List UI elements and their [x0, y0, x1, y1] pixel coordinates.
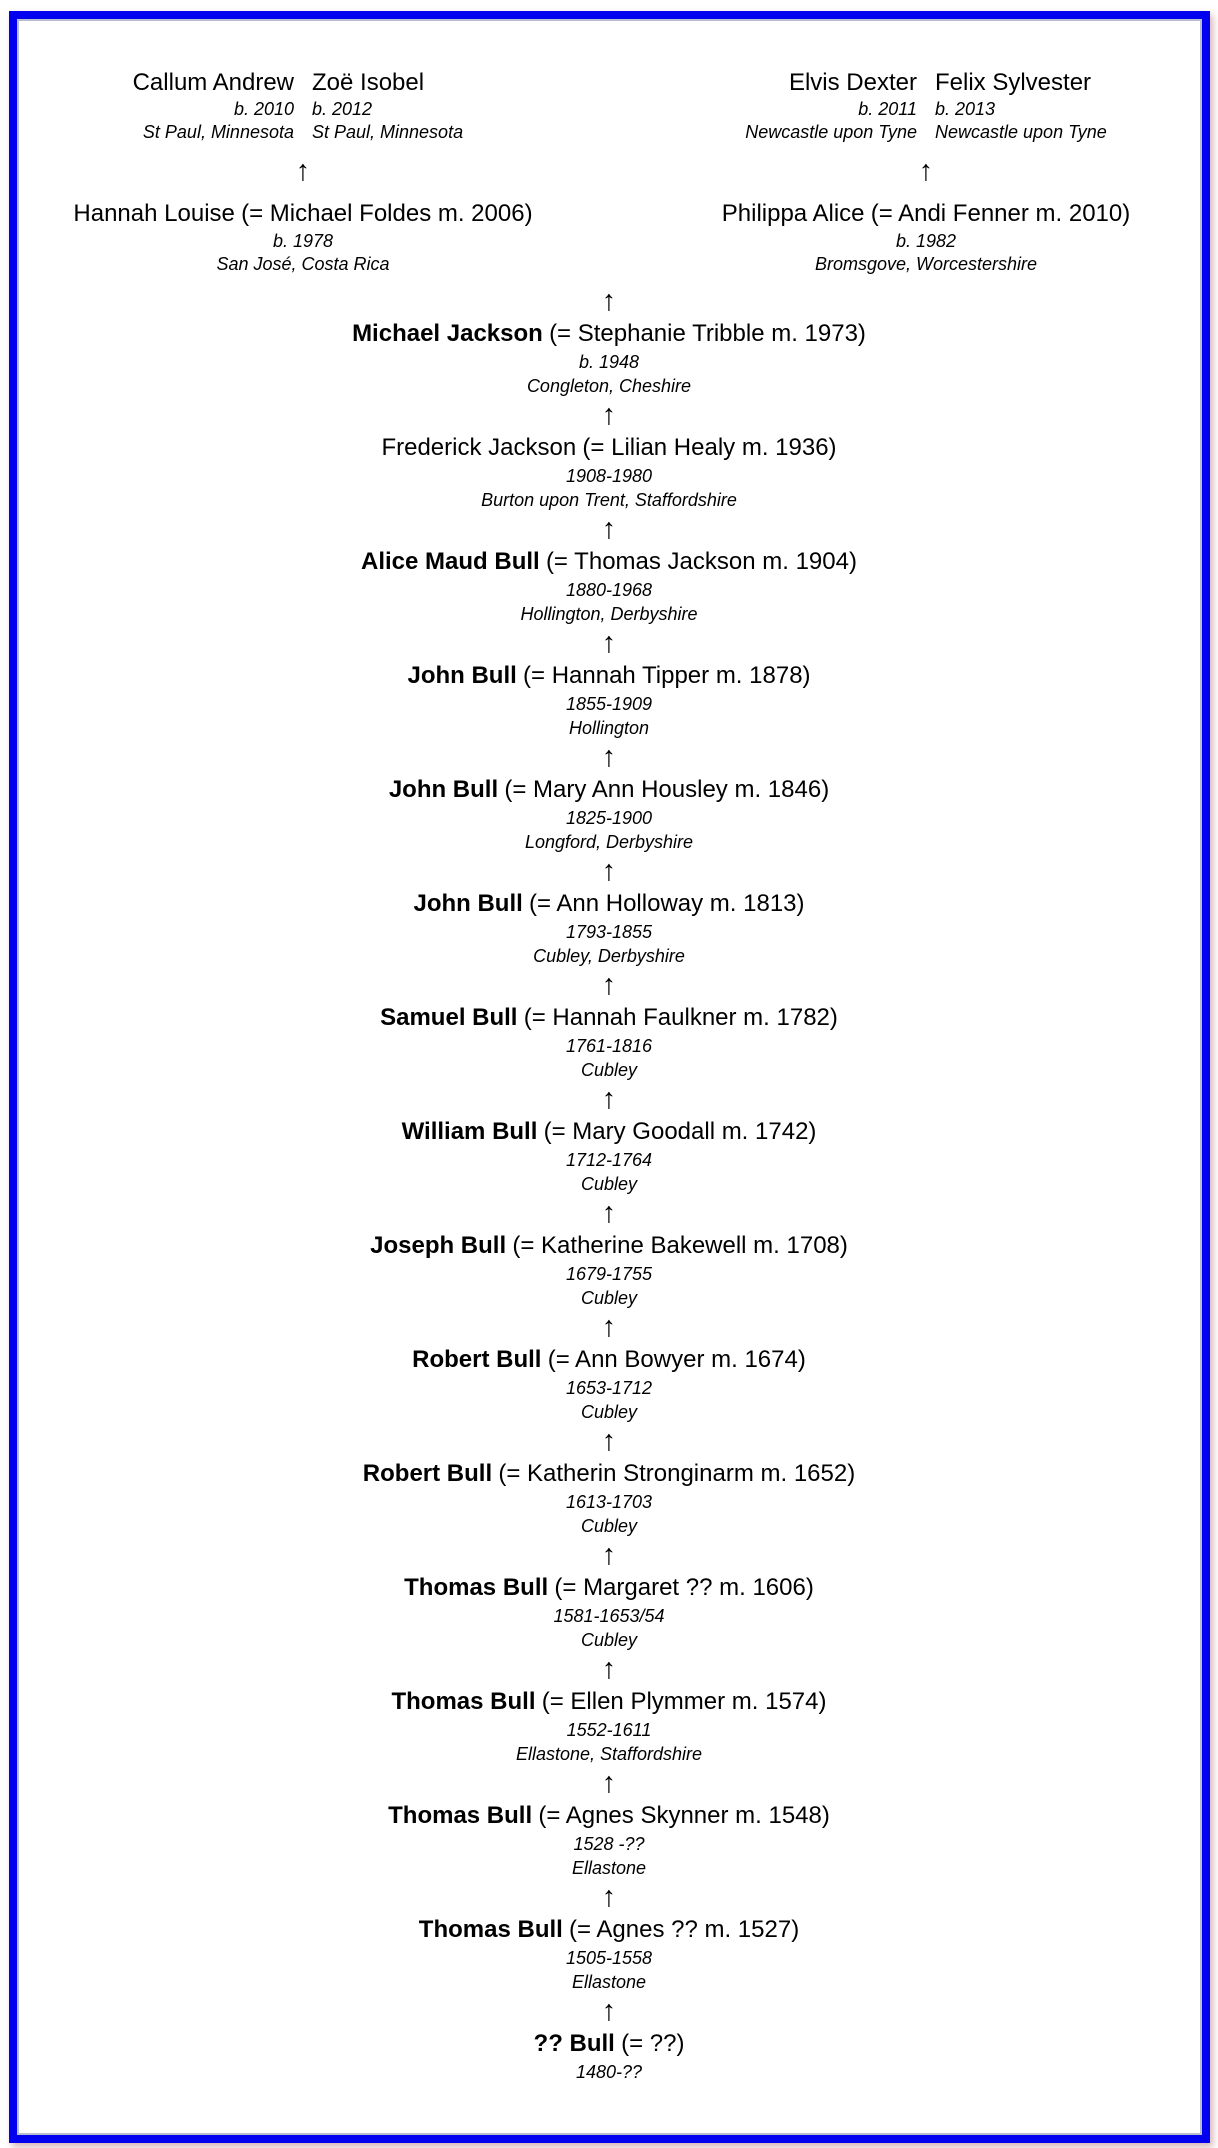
- life-dates: 1793-1855: [565, 922, 653, 942]
- spouse-info: (= Thomas Jackson m. 1904): [545, 548, 857, 575]
- birth-place: Cubley: [580, 1402, 638, 1422]
- spouse-info: (= Margaret ?? m. 1606): [554, 1574, 814, 1601]
- child-place: St Paul, Minnesota: [142, 122, 294, 142]
- arrow-up-icon: ↑: [601, 1881, 617, 1913]
- spouse-info: (= Hannah Tipper m. 1878): [523, 662, 811, 689]
- birth-place: Cubley: [580, 1288, 638, 1308]
- life-dates: 1761-1816: [565, 1036, 653, 1056]
- arrow-up-icon: ↑: [601, 741, 617, 773]
- arrow-up-icon: ↑: [601, 399, 617, 431]
- birth-place: Bromsgove, Worcestershire: [814, 254, 1038, 274]
- birth-place: San José, Costa Rica: [216, 254, 390, 274]
- generation-block: [0, 854, 1218, 968]
- birth-place: Cubley: [580, 1060, 638, 1080]
- birth-place: Longford, Derbyshire: [524, 832, 694, 852]
- life-dates: 1480-??: [575, 2062, 643, 2082]
- generation-block: [0, 1652, 1218, 1766]
- person-name: William Bull: [401, 1118, 538, 1145]
- generation-block: [0, 1082, 1218, 1196]
- spouse-info: (= Katherine Bakewell m. 1708): [512, 1232, 848, 1259]
- birth-place: Hollington: [568, 718, 650, 738]
- life-dates: 1581-1653/54: [553, 1606, 665, 1626]
- life-dates: 1679-1755: [565, 1264, 653, 1284]
- person-name-line: [0, 774, 1218, 806]
- life-dates: b. 1982: [895, 231, 957, 251]
- person-name: Samuel Bull: [380, 1004, 518, 1031]
- children-names-row: [646, 68, 1206, 98]
- generation-block: [0, 512, 1218, 626]
- generation-block: [0, 284, 1218, 398]
- person-name: Joseph Bull: [370, 1232, 507, 1259]
- birth-place: Cubley: [580, 1174, 638, 1194]
- generation-block: [0, 1310, 1218, 1424]
- person-name-line: [0, 1116, 1218, 1148]
- spouse-info: (= Agnes Skynner m. 1548): [538, 1802, 830, 1829]
- person-name-line: [0, 432, 1218, 464]
- person-name-line: [0, 1800, 1218, 1832]
- child-birth: b. 2013: [935, 99, 996, 119]
- person-name: Michael Jackson: [352, 320, 543, 347]
- person-name: Alice Maud Bull: [361, 548, 540, 575]
- child-birth: b. 2010: [233, 99, 294, 119]
- spouse-info: (= Stephanie Tribble m. 1973): [549, 320, 866, 347]
- child-name: Felix Sylvester: [935, 69, 1092, 96]
- person-name: Robert Bull: [362, 1460, 493, 1487]
- person-name-line: [0, 1230, 1218, 1262]
- arrow-up-icon: ↑: [601, 1083, 617, 1115]
- life-dates: 1855-1909: [565, 694, 653, 714]
- life-dates: 1505-1558: [565, 1948, 653, 1968]
- person-name: Robert Bull: [412, 1346, 542, 1373]
- arrow-up-icon: ↑: [601, 1425, 617, 1457]
- child-name: Callum Andrew: [132, 69, 294, 96]
- life-dates: 1613-1703: [565, 1492, 653, 1512]
- children-place-row: [23, 121, 583, 144]
- arrow-up-icon: ↑: [601, 1311, 617, 1343]
- birth-place: Hollington, Derbyshire: [520, 604, 698, 624]
- life-dates: b. 1948: [578, 352, 640, 372]
- birth-place: Ellastone, Staffordshire: [515, 1744, 703, 1764]
- person-name: John Bull: [413, 890, 523, 917]
- life-dates: 1653-1712: [565, 1378, 653, 1398]
- birth-place: Ellastone: [571, 1858, 647, 1878]
- children-names-row: [23, 68, 583, 98]
- spouse-info: (= Mary Goodall m. 1742): [543, 1118, 817, 1145]
- child-birth: b. 2011: [858, 99, 917, 119]
- life-dates: 1825-1900: [565, 808, 653, 828]
- arrow-up-icon: ↑: [601, 1767, 617, 1799]
- generation-block: [0, 1994, 1218, 2084]
- birth-place: Cubley, Derbyshire: [533, 946, 685, 966]
- lineage-column: [0, 284, 1218, 2084]
- spouse-info: (= Ann Holloway m. 1813): [529, 890, 805, 917]
- generation-block: [0, 1196, 1218, 1310]
- children-place-row: [646, 121, 1206, 144]
- spouse-info: (= Katherin Stronginarm m. 1652): [498, 1460, 856, 1487]
- birth-place: Congleton, Cheshire: [526, 376, 692, 396]
- generation-block: [0, 1424, 1218, 1538]
- generation-block: [0, 1538, 1218, 1652]
- person-name: Hannah Louise: [73, 200, 235, 227]
- arrow-up-icon: ↑: [601, 1653, 617, 1685]
- person-name-line: [0, 660, 1218, 692]
- life-dates: 1908-1980: [565, 466, 653, 486]
- arrow-up-icon: ↑: [601, 855, 617, 887]
- spouse-info: (= ??): [621, 2030, 685, 2057]
- child-name: Zoë Isobel: [312, 69, 425, 96]
- person-name-line: [0, 1458, 1218, 1490]
- birth-place: Cubley: [580, 1516, 638, 1536]
- spouse-info: (= Ann Bowyer m. 1674): [547, 1346, 806, 1373]
- child-place: Newcastle upon Tyne: [935, 122, 1107, 142]
- arrow-up-icon: ↑: [601, 627, 617, 659]
- spouse-info: (= Hannah Faulkner m. 1782): [523, 1004, 838, 1031]
- person-name: John Bull: [407, 662, 517, 689]
- spouse-info: (= Andi Fenner m. 2010): [870, 200, 1131, 227]
- person-name-line: [0, 1002, 1218, 1034]
- spouse-info: (= Mary Ann Housley m. 1846): [504, 776, 830, 803]
- generation-block: [0, 740, 1218, 854]
- birth-place: Burton upon Trent, Staffordshire: [481, 490, 737, 510]
- life-dates: 1552-1611: [566, 1720, 652, 1740]
- person-name: Thomas Bull: [404, 1574, 549, 1601]
- birth-place: Ellastone: [571, 1972, 647, 1992]
- descendant-group-right: [646, 68, 1206, 276]
- birth-place: Cubley: [580, 1630, 638, 1650]
- person-name-line: [0, 1914, 1218, 1946]
- person-name: John Bull: [388, 776, 499, 803]
- person-name: Thomas Bull: [391, 1688, 536, 1715]
- child-name: Elvis Dexter: [788, 69, 917, 96]
- person-name-line: [0, 546, 1218, 578]
- arrow-up-icon: ↑: [601, 1539, 617, 1571]
- person-name: Frederick Jackson: [381, 434, 577, 461]
- person-name-line: [0, 1344, 1218, 1376]
- parent-name-line: [646, 198, 1206, 230]
- life-dates: 1880-1968: [565, 580, 653, 600]
- arrow-up-icon: ↑: [601, 285, 617, 317]
- spouse-info: (= Agnes ?? m. 1527): [569, 1916, 800, 1943]
- arrow-up-icon: ↑: [601, 513, 617, 545]
- descendant-group-left: [23, 68, 583, 276]
- life-dates: 1712-1764: [565, 1150, 653, 1170]
- parent-name-line: [23, 198, 583, 230]
- arrow-up-icon: ↑: [295, 155, 311, 187]
- children-birth-row: [646, 98, 1206, 121]
- generation-block: [0, 1766, 1218, 1880]
- child-place: St Paul, Minnesota: [312, 122, 464, 142]
- arrow-up-icon: ↑: [601, 969, 617, 1001]
- person-name: Thomas Bull: [388, 1802, 533, 1829]
- person-name: Philippa Alice: [721, 200, 865, 227]
- person-name: ?? Bull: [533, 2030, 615, 2057]
- arrow-up-icon: ↑: [601, 1197, 617, 1229]
- generation-block: [0, 1880, 1218, 1994]
- generation-block: [0, 626, 1218, 740]
- children-birth-row: [23, 98, 583, 121]
- person-name-line: [0, 1572, 1218, 1604]
- person-name-line: [0, 888, 1218, 920]
- child-birth: b. 2012: [312, 99, 373, 119]
- generation-block: [0, 968, 1218, 1082]
- life-dates: 1528 -??: [573, 1834, 645, 1854]
- life-dates: b. 1978: [272, 231, 334, 251]
- spouse-info: (= Ellen Plymmer m. 1574): [541, 1688, 827, 1715]
- person-name: Thomas Bull: [418, 1916, 563, 1943]
- spouse-info: (= Michael Foldes m. 2006): [241, 200, 533, 227]
- person-name-line: [0, 318, 1218, 350]
- spouse-info: (= Lilian Healy m. 1936): [582, 434, 837, 461]
- person-name-line: [0, 2028, 1218, 2060]
- arrow-up-icon: ↑: [918, 155, 934, 187]
- arrow-up-icon: ↑: [601, 1995, 617, 2027]
- generation-block: [0, 398, 1218, 512]
- person-name-line: [0, 1686, 1218, 1718]
- child-place: Newcastle upon Tyne: [745, 122, 917, 142]
